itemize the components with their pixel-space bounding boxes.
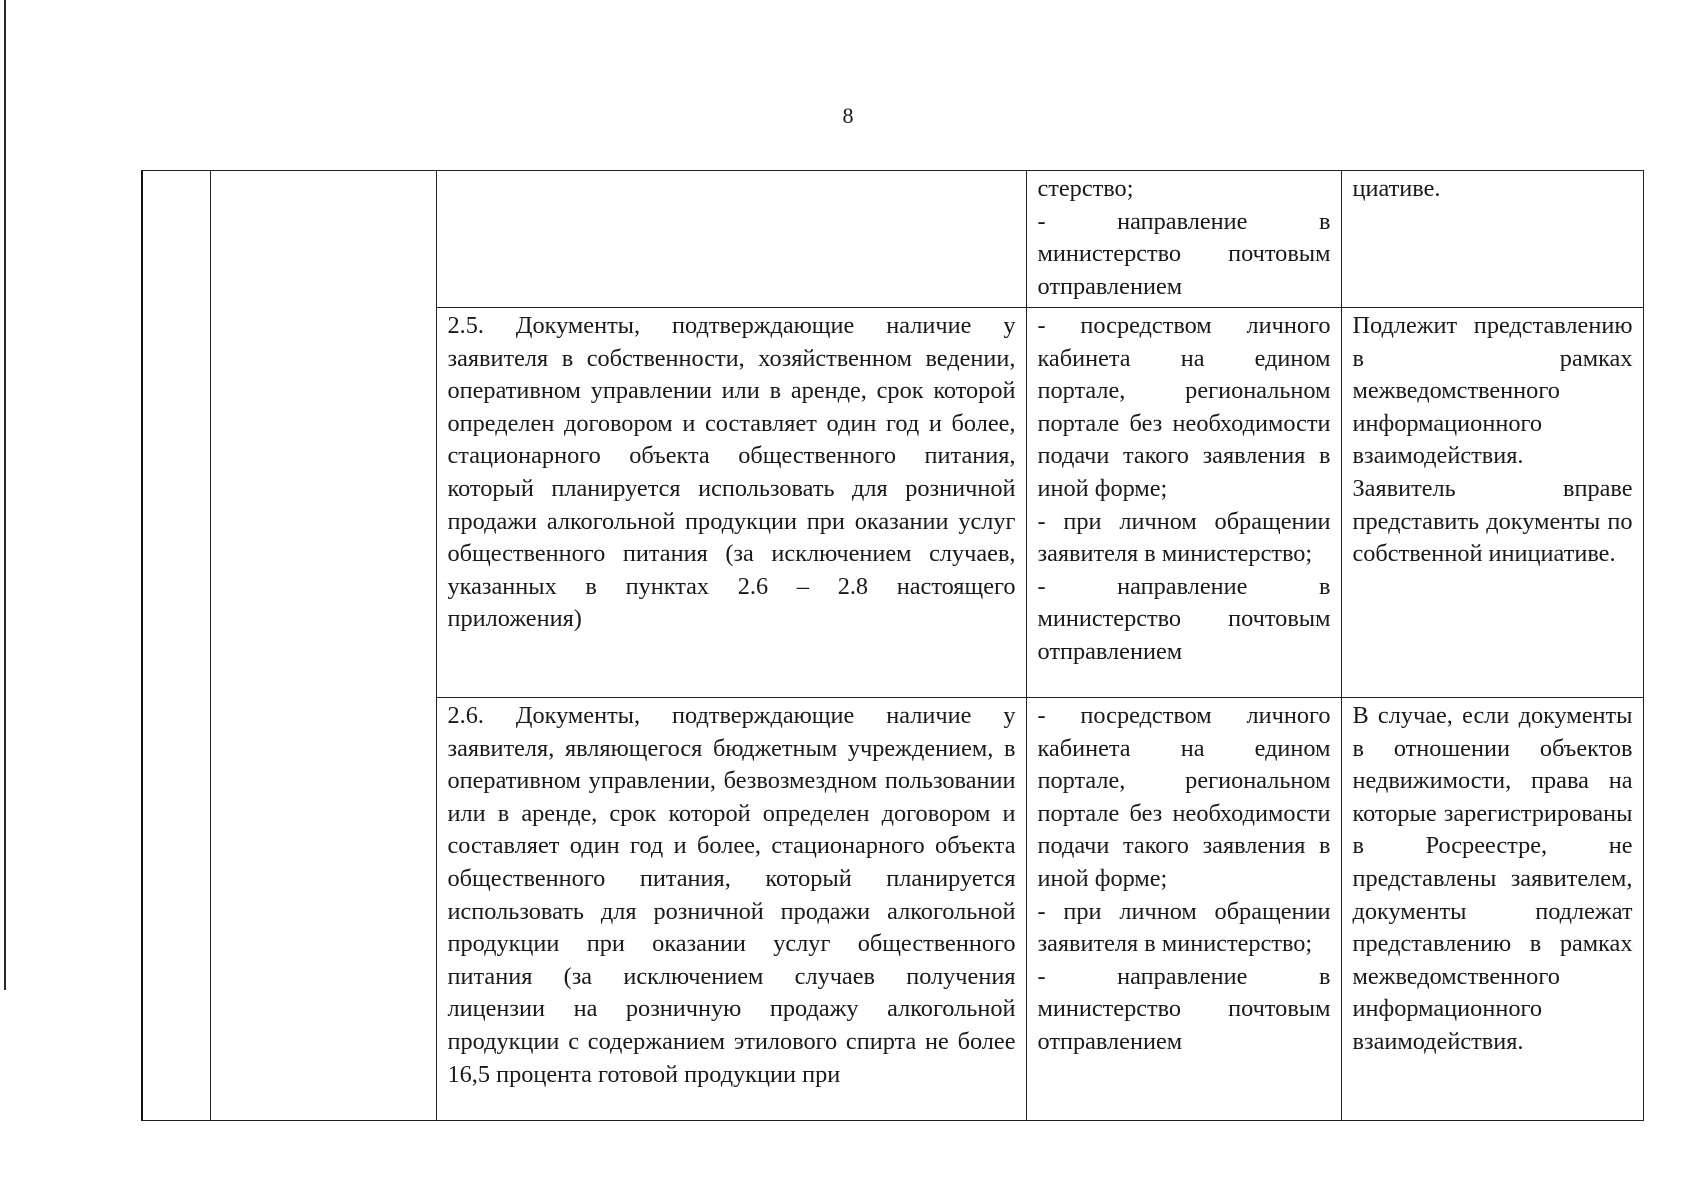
- document-cell: [436, 171, 1026, 308]
- number-column-cell: [142, 171, 210, 1121]
- page-number: 8: [842, 103, 854, 128]
- document-cell: 2.6. Документы, подтверждающие наличие у заявителя, являющегося бюджетным учреждением, в оперативном управлении, безвозмездном пользовании или в аренде, срок которой определен договором и составляет один год и более, стационарного объекта общественного питания, который планируется использовать для розничной продажи алкогольной продукции при оказании услуг общественного питания (за исключением случаев получения лицензии на розничную продажу алкогольной продукции с содержанием этилового спирта не более 16,5 процента готовой продукции при: [436, 698, 1026, 1121]
- submission-methods-cell: - посредством личного кабинета на едином портале, региональном портале без необходимости подачи такого заявления в иной форме; - при личном обращении заявителя в министерство; - направление в министерство почтовым отправлением: [1026, 308, 1341, 698]
- scan-edge-line: [4, 0, 6, 990]
- service-name-column-cell: [210, 171, 436, 1121]
- notes-cell: циативе.: [1341, 171, 1643, 308]
- document-cell: 2.5. Документы, подтверждающие наличие у заявителя в собственности, хозяйственном ведении, оперативном управлении или в аренде, срок которой определен договором и составляет один год и более, стационарного объекта общественного питания, который планируется использовать для розничной продажи алкогольной продукции при оказании услуг общественного питания (за исключением случаев, указанных в пунктах 2.6 – 2.8 настоящего приложения): [436, 308, 1026, 698]
- submission-methods-cell: - посредством личного кабинета на едином портале, региональном портале без необходимости подачи такого заявления в иной форме; - при личном обращении заявителя в министерство; - направление в министерство почтовым отправлением: [1026, 698, 1341, 1121]
- notes-cell: В случае, если документы в отношении объектов недвижимости, права на которые зарегистрированы в Росреестре, не представлены заявителем, документы подлежат представлению в рамках межведомственного информационного взаимодействия.: [1341, 698, 1643, 1121]
- submission-methods-cell: стерство; - направление в министерство почтовым отправлением: [1026, 171, 1341, 308]
- document-table: [141, 170, 1644, 1121]
- notes-cell: Подлежит представлению в рамках межведомственного информационного взаимодействия. Заявитель вправе представить документы по собственной инициативе.: [1341, 308, 1643, 698]
- table-row: [142, 171, 1643, 308]
